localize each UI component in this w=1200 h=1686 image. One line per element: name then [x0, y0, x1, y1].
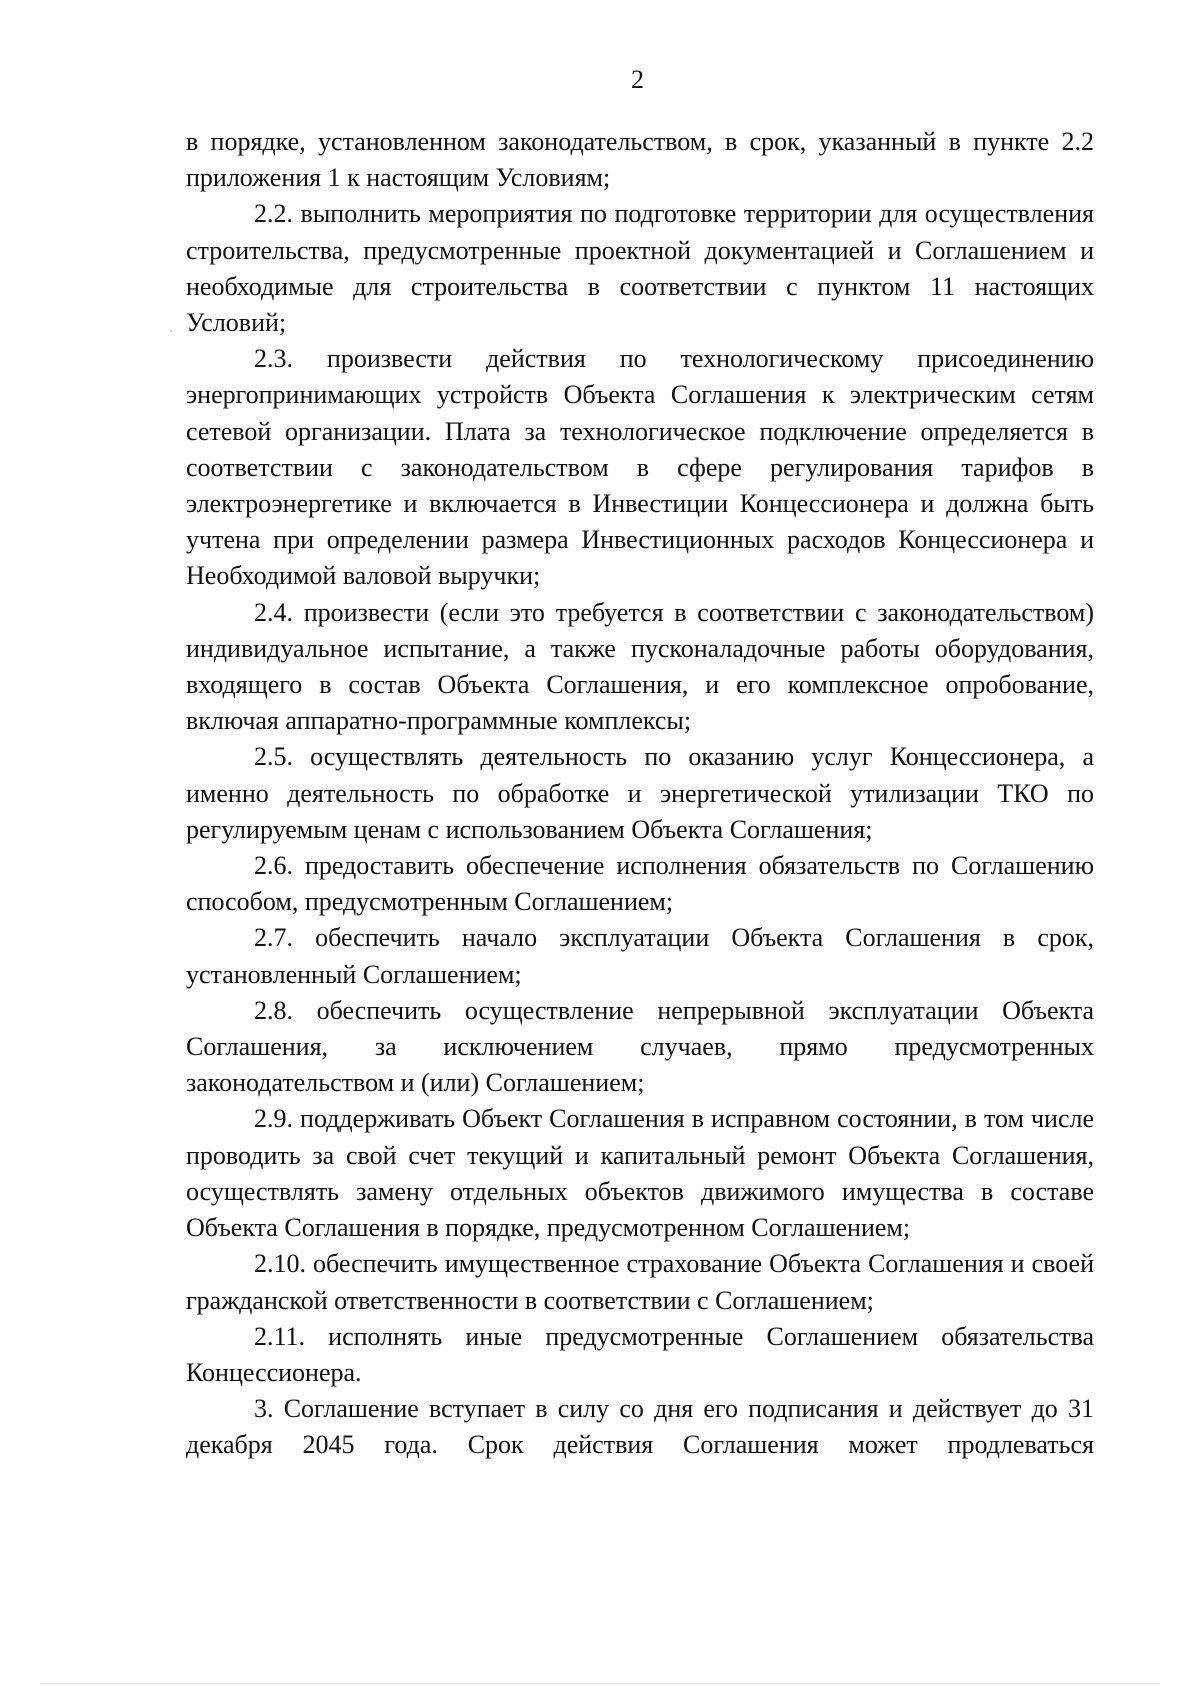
paragraph: 3. Соглашение вступает в силу со дня его подписания и действует до 31 декабря 2045 года. Срок действия Соглашения может продлеваться [186, 1394, 1094, 1460]
page-number: 2 [631, 65, 644, 94]
paragraph: в порядке, установленном законодательством, в срок, указанный в пункте 2.2 приложения 1 к настоящим Условиям; [186, 127, 1094, 193]
paragraph: 2.9. поддерживать Объект Соглашения в исправном состоянии, в том числе проводить за свой счет текущий и капитальный ремонт Объекта Соглашения, осуществлять замену отдельных объектов движимого имущества в составе Объекта Соглашения в порядке, предусмотренном Соглашением; [186, 1104, 1094, 1243]
paragraph: 2.2. выполнить мероприятия по подготовке территории для осуществления строительства, предусмотренные проектной документацией и Соглашением и необходимые для строительства в соответствии с пунктом 11 настоящих Условий; [186, 199, 1094, 338]
paragraph: 2.7. обеспечить начало эксплуатации Объекта Соглашения в срок, установленный Соглашением; [186, 923, 1094, 989]
paragraph: 2.5. осуществлять деятельность по оказанию услуг Концессионера, а именно деятельность по обработке и энергетической утилизации ТКО по регулируемым ценам с использованием Объекта Соглашения; [186, 742, 1094, 844]
scan-artifact [40, 1683, 1160, 1684]
paragraph: 2.4. произвести (если это требуется в соответствии с законодательством) индивидуальное испытание, а также пусконаладочные работы оборудования, входящего в состав Объекта Соглашения, и его комплексное опробование, включая аппаратно-программные комплексы; [186, 597, 1094, 736]
document-body [186, 124, 1094, 1464]
paragraph: 2.11. исполнять иные предусмотренные Соглашением обязательства Концессионера. [186, 1321, 1094, 1387]
scan-artifact [170, 330, 172, 332]
paragraph: 2.3. произвести действия по технологическому присоединению энергопринимающих устройств Объекта Соглашения к электрическим сетям сетевой организации. Плата за технологическое подключение определяется в соответствии с законодательством в сфере регулирования тарифов в электроэнергетике и включается в Инвестиции Концессионера и должна быть учтена при определении размера Инвестиционных расходов Концессионера и Необходимой валовой выручки; [186, 344, 1094, 591]
paragraph: 2.8. обеспечить осуществление непрерывной эксплуатации Объекта Соглашения, за исключением случаев, прямо предусмотренных законодательством и (или) Соглашением; [186, 995, 1094, 1098]
paragraph: 2.6. предоставить обеспечение исполнения обязательств по Соглашению способом, предусмотренным Соглашением; [186, 851, 1094, 917]
paragraph: 2.10. обеспечить имущественное страхование Объекта Соглашения и своей гражданской ответственности в соответствии с Соглашением; [186, 1249, 1094, 1315]
